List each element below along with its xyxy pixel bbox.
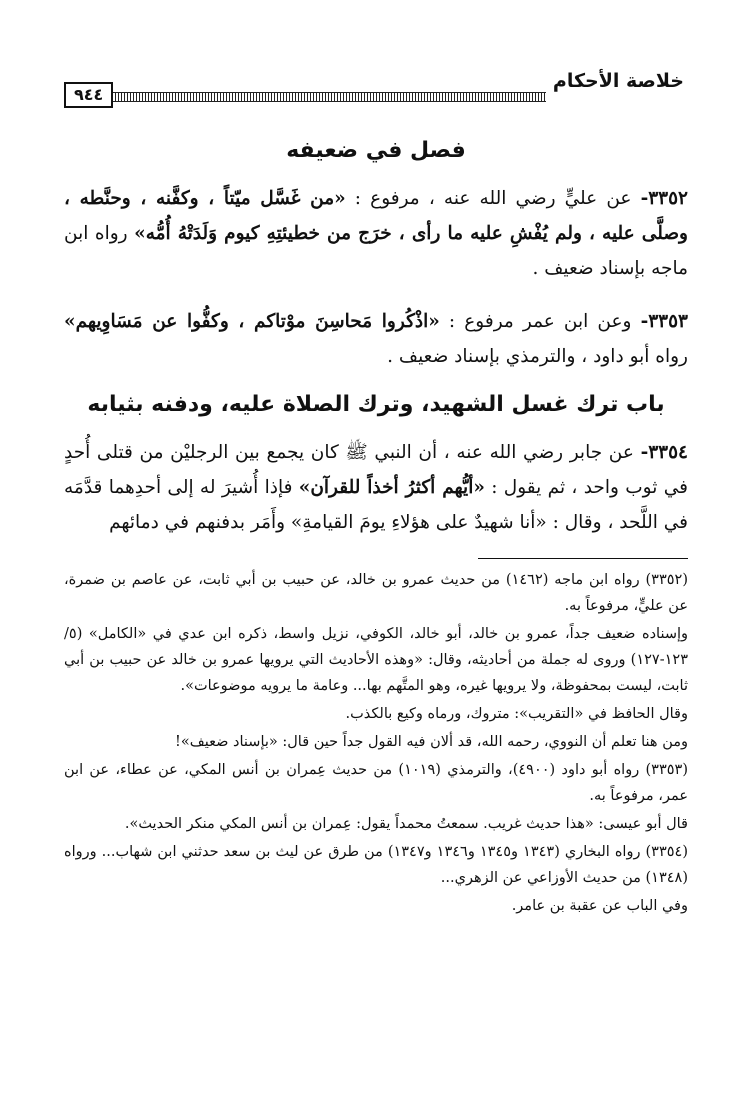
hadith-text: عن عليٍّ رضي الله عنه ، مرفوع : [345, 188, 641, 209]
hadith-3352 [64, 181, 688, 286]
footnote-text: وقال الحافظ في «التقريب»: متروك، ورماه وكيع بالكذب. [345, 706, 688, 722]
hadith-quote: «اذْكُروا مَحاسِنَ موْتاكم ، وكفُّوا عن مَسَاوِيهم» [64, 311, 440, 332]
footnote [64, 621, 688, 699]
footnote-number: (٣٣٥٤) [645, 844, 688, 860]
hadith-text: فإذا أُشيرَ له إلى أحدِهما قدَّمَه في اللَّحد ، وقال : «أنا شهيدٌ على هؤلاءِ يومَ القيامةِ» وأَمَر بدفنهم في دمائهم [64, 477, 688, 533]
hadith-text: رواه ابن ماجه بإسناد ضعيف . [64, 223, 688, 279]
running-title: خلاصة الأحكام [552, 70, 684, 92]
footnote [64, 839, 688, 891]
hadith-text: رواه أبو داود ، والترمذي بإسناد ضعيف . [387, 346, 688, 367]
chapter-heading: باب ترك غسل الشهيد، وترك الصلاة عليه، ودفنه بثيابه [87, 392, 665, 417]
footnote-divider [478, 558, 688, 559]
page-number: ٩٤٤ [64, 82, 113, 108]
hadith-3354 [64, 435, 688, 540]
hadith-number: ٣٣٥٢- [640, 188, 688, 209]
footnote [64, 567, 688, 619]
hadith-text: وعن ابن عمر مرفوع : [439, 311, 641, 332]
page-content [64, 128, 688, 921]
hadith-3353 [64, 304, 688, 374]
footnote-text: رواه ابن ماجه (١٤٦٢) من حديث عمرو بن خالد، عن حبيب بن أبي ثابت، عن عاصم بن ضمرة، عن عليٍّ، مرفوعاً به. [64, 572, 688, 614]
page-header [64, 64, 684, 108]
footnote-number: (٣٣٥٣) [645, 762, 688, 778]
footnote [64, 811, 688, 837]
footnote-text: وإسناده ضعيف جداً، عمرو بن خالد، أبو خالد، الكوفي، نزيل واسط، ذكره ابن عدي في «الكامل» (٥/ ١٢٣-١٢٧) وروى له جملة من أحاديثه، وقال: «وهذه الأحاديث التي يرويها عمرو بن خالد عن حبيب بن أبي ثابت، ليست بمحفوظة، ولا يرويها غيره، وهو المتَّهم بها... وعامة ما يرويه موضوعات». [64, 626, 688, 694]
footnote-text: ومن هنا تعلم أن النووي، رحمه الله، قد ألان فيه القول جداً حين قال: «بإسناد ضعيف»! [175, 734, 688, 750]
footnote-text: قال أبو عيسى: «هذا حديث غريب. سمعتُ محمداً يقول: عِمران بن أنس المكي منكر الحديث». [124, 816, 688, 832]
footnote [64, 729, 688, 755]
footnote [64, 701, 688, 727]
footnote [64, 893, 688, 919]
hadith-text: عن جابر رضي الله عنه ، أن النبي ﷺ كان يجمع بين الرجليْن من قتلى أُحدٍ في ثوب واحد ، ثم يقول : [64, 442, 688, 498]
section-heading: فصل في ضعيفه [286, 138, 466, 163]
footnote-text: رواه البخاري (١٣٤٣ و١٣٤٥ و١٣٤٦ و١٣٤٧) من طرق عن ليث بن سعد حدثني ابن شهاب... ورواه (١٣٤٨) من حديث الأوزاعي عن الزهري... [64, 844, 688, 886]
hadith-quote: «أيُّهم أكثرُ أخذاً للقرآن» [298, 477, 485, 498]
hadith-number: ٣٣٥٣- [640, 311, 688, 332]
footnotes [64, 567, 688, 919]
footnote [64, 757, 688, 809]
footnote-text: رواه أبو داود (٤٩٠٠)، والترمذي (١٠١٩) من حديث عِمران بن أنس المكي، عن عطاء، عن ابن عمر، مرفوعاً به. [64, 762, 688, 804]
footnote-text: وفي الباب عن عقبة بن عامر. [511, 898, 688, 914]
footnote-number: (٣٣٥٢) [645, 572, 688, 588]
hadith-quote: «من غَسَّل ميّتاً ، وكفَّنه ، وحنَّطه ، وصلَّى عليه ، ولم يُفْشِ عليه ما رأى ، خرَج من خطيئتِهِ كيوم وَلَدَتْهُ أُمُّه» [64, 188, 688, 244]
hadith-number: ٣٣٥٤- [640, 442, 688, 463]
